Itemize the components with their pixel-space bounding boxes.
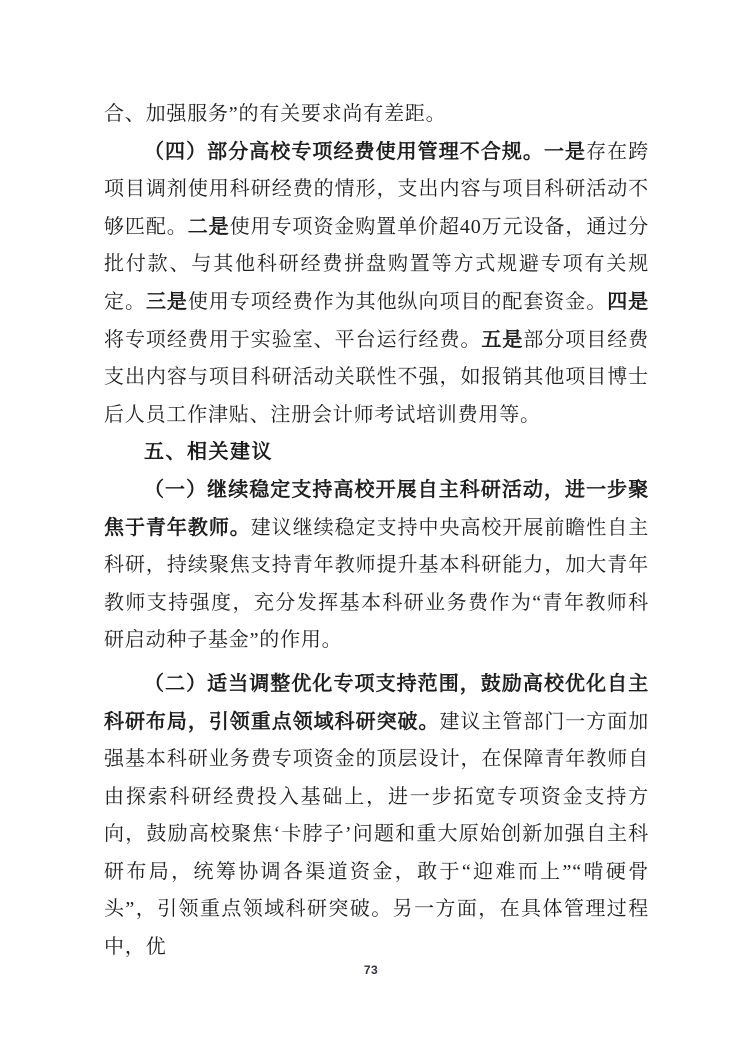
paragraph-recommendation1 xyxy=(104,472,649,660)
recommendation2-lead: （二）适当调整优化专项支持范围，鼓励高校优化自主科研布局，引领重点领域科研突破。 xyxy=(104,672,649,733)
section4-item5-text: 部分项目经费支出内容与项目科研活动关联性不强，如报销其他项目博士后人员工作津贴、注册会计师考试培训费用等。 xyxy=(104,328,649,426)
recommendation2-body: 建议主管部门一方面加强基本科研业务费专项资金的顶层设计，在保障青年教师自由探索科研经费投入基础上，进一步拓宽专项资金支持方向，鼓励高校聚焦‘卡脖子’问题和重大原始创新加强自主科研布局，统筹协调各渠道资金，敢于“迎难而上”“啃硬骨头”，引领重点领域科研突破。另一方面，在具体管理过程中，优 xyxy=(104,710,649,959)
recommendation1-body: 建议继续稳定支持中央高校开展前瞻性自主科研，持续聚焦支持青年教师提升基本科研能力，加大青年教师支持强度，充分发挥基本科研业务费作为“青年教师科研启动种子基金”的作用。 xyxy=(104,516,649,652)
section4-item4-text: 将专项经费用于实验室、平台运行经费。 xyxy=(104,328,482,351)
continuation-text: 合、加强服务”的有关要求尚有差距。 xyxy=(104,103,447,125)
paragraph-continuation xyxy=(104,96,649,134)
section4-item2-marker: 二是 xyxy=(187,215,230,238)
section5-heading-text: 五、相关建议 xyxy=(144,441,273,464)
paragraph-recommendation2 xyxy=(104,666,649,967)
section4-lead: （四）部分高校专项经费使用管理不合规。 xyxy=(144,140,544,163)
section4-item2-text: 使用专项资金购置单价超40万元设备，通过分批付款、与其他科研经费拼盘购置等方式规避专项有关规定。 xyxy=(104,215,649,313)
section4-item5-marker: 五是 xyxy=(481,328,524,351)
section4-item1-text: 存在跨项目调剂使用科研经费的情形，支出内容与项目科研活动不够匹配。 xyxy=(104,140,649,238)
page-number: 73 xyxy=(363,963,379,977)
recommendation1-lead: （一）继续稳定支持高校开展自主科研活动，进一步聚焦于青年教师。 xyxy=(104,478,649,539)
section4-item1-marker: 一是 xyxy=(543,140,587,163)
paragraph-section4 xyxy=(104,134,649,435)
section5-heading xyxy=(104,434,649,472)
section4-item3-marker: 三是 xyxy=(145,290,188,313)
section4-item3-text: 使用专项经费作为其他纵向项目的配套资金。 xyxy=(187,290,608,313)
section4-item4-marker: 四是 xyxy=(607,290,649,313)
text-block xyxy=(104,96,649,967)
